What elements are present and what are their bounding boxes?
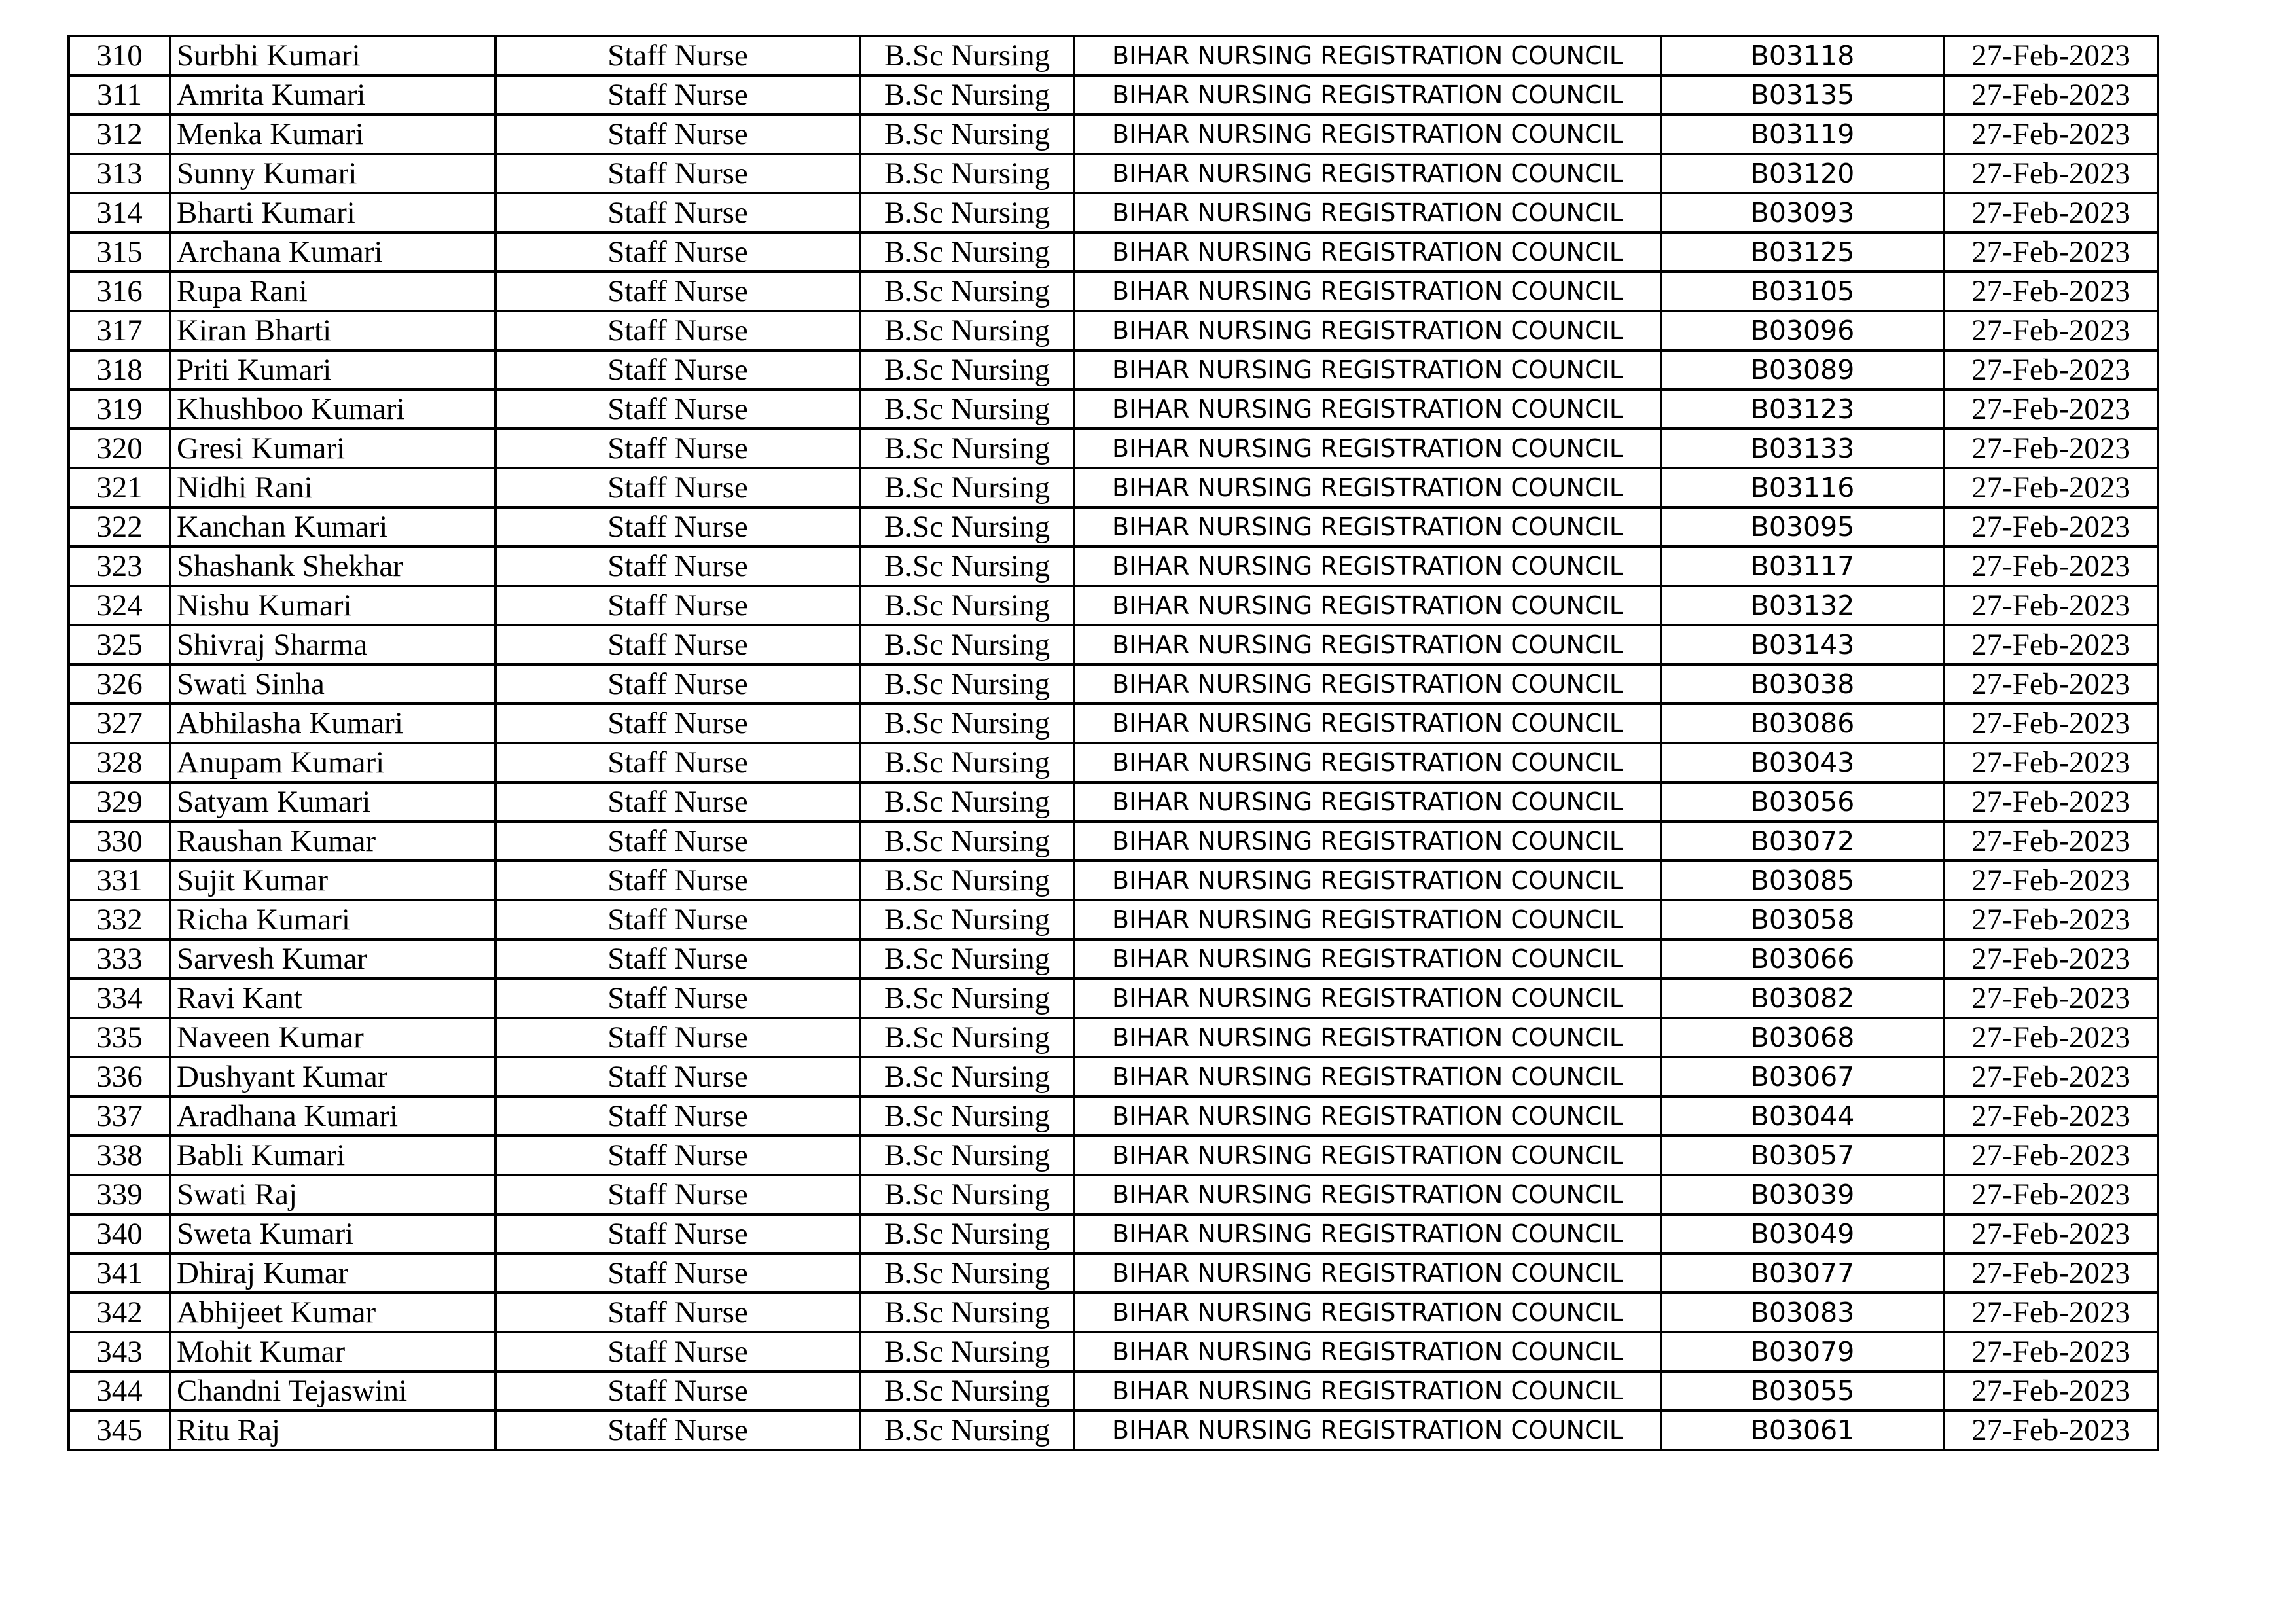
table-row: [69, 1096, 2158, 1136]
qualification-cell: B.Sc Nursing: [860, 75, 1074, 115]
post-cell: Staff Nurse: [495, 704, 860, 743]
post-cell: Staff Nurse: [495, 1411, 860, 1450]
date-cell: 27-Feb-2023: [1944, 389, 2158, 429]
registration-number-cell: B03125: [1661, 232, 1944, 272]
qualification-cell: B.Sc Nursing: [860, 821, 1074, 861]
registration-number-cell: B03058: [1661, 900, 1944, 939]
council-cell: BIHAR NURSING REGISTRATION COUNCIL: [1074, 1371, 1661, 1411]
table-row: [69, 900, 2158, 939]
council-cell: BIHAR NURSING REGISTRATION COUNCIL: [1074, 1136, 1661, 1175]
qualification-cell: B.Sc Nursing: [860, 547, 1074, 586]
table-row: [69, 1175, 2158, 1214]
post-cell: Staff Nurse: [495, 782, 860, 821]
serial-number-cell: 321: [69, 468, 170, 507]
serial-number-cell: 338: [69, 1136, 170, 1175]
qualification-cell: B.Sc Nursing: [860, 979, 1074, 1018]
council-cell: BIHAR NURSING REGISTRATION COUNCIL: [1074, 1254, 1661, 1293]
qualification-cell: B.Sc Nursing: [860, 115, 1074, 154]
serial-number-cell: 343: [69, 1332, 170, 1371]
registration-number-cell: B03135: [1661, 75, 1944, 115]
registration-number-cell: B03057: [1661, 1136, 1944, 1175]
qualification-cell: B.Sc Nursing: [860, 1254, 1074, 1293]
table-row: [69, 1254, 2158, 1293]
council-cell: BIHAR NURSING REGISTRATION COUNCIL: [1074, 350, 1661, 389]
serial-number-cell: 337: [69, 1096, 170, 1136]
registration-number-cell: B03085: [1661, 861, 1944, 900]
name-cell: Sweta Kumari: [170, 1214, 495, 1254]
post-cell: Staff Nurse: [495, 625, 860, 664]
name-cell: Chandni Tejaswini: [170, 1371, 495, 1411]
date-cell: 27-Feb-2023: [1944, 36, 2158, 75]
table-row: [69, 350, 2158, 389]
registration-number-cell: B03079: [1661, 1332, 1944, 1371]
qualification-cell: B.Sc Nursing: [860, 36, 1074, 75]
name-cell: Dushyant Kumar: [170, 1057, 495, 1096]
table-row: [69, 1371, 2158, 1411]
council-cell: BIHAR NURSING REGISTRATION COUNCIL: [1074, 389, 1661, 429]
registration-number-cell: B03086: [1661, 704, 1944, 743]
date-cell: 27-Feb-2023: [1944, 272, 2158, 311]
registration-number-cell: B03089: [1661, 350, 1944, 389]
council-cell: BIHAR NURSING REGISTRATION COUNCIL: [1074, 625, 1661, 664]
post-cell: Staff Nurse: [495, 154, 860, 193]
registration-number-cell: B03123: [1661, 389, 1944, 429]
name-cell: Surbhi Kumari: [170, 36, 495, 75]
registration-number-cell: B03043: [1661, 743, 1944, 782]
name-cell: Kiran Bharti: [170, 311, 495, 350]
date-cell: 27-Feb-2023: [1944, 75, 2158, 115]
serial-number-cell: 322: [69, 507, 170, 547]
table-row: [69, 1214, 2158, 1254]
table-row: [69, 939, 2158, 979]
qualification-cell: B.Sc Nursing: [860, 1018, 1074, 1057]
qualification-cell: B.Sc Nursing: [860, 743, 1074, 782]
post-cell: Staff Nurse: [495, 1057, 860, 1096]
post-cell: Staff Nurse: [495, 1254, 860, 1293]
council-cell: BIHAR NURSING REGISTRATION COUNCIL: [1074, 664, 1661, 704]
date-cell: 27-Feb-2023: [1944, 1018, 2158, 1057]
registration-number-cell: B03068: [1661, 1018, 1944, 1057]
serial-number-cell: 330: [69, 821, 170, 861]
table-row: [69, 36, 2158, 75]
post-cell: Staff Nurse: [495, 429, 860, 468]
serial-number-cell: 314: [69, 193, 170, 232]
qualification-cell: B.Sc Nursing: [860, 939, 1074, 979]
table-row: [69, 468, 2158, 507]
qualification-cell: B.Sc Nursing: [860, 429, 1074, 468]
post-cell: Staff Nurse: [495, 1175, 860, 1214]
date-cell: 27-Feb-2023: [1944, 1254, 2158, 1293]
council-cell: BIHAR NURSING REGISTRATION COUNCIL: [1074, 1411, 1661, 1450]
serial-number-cell: 331: [69, 861, 170, 900]
qualification-cell: B.Sc Nursing: [860, 664, 1074, 704]
registration-number-cell: B03077: [1661, 1254, 1944, 1293]
serial-number-cell: 313: [69, 154, 170, 193]
post-cell: Staff Nurse: [495, 1332, 860, 1371]
qualification-cell: B.Sc Nursing: [860, 232, 1074, 272]
qualification-cell: B.Sc Nursing: [860, 782, 1074, 821]
serial-number-cell: 344: [69, 1371, 170, 1411]
council-cell: BIHAR NURSING REGISTRATION COUNCIL: [1074, 1175, 1661, 1214]
post-cell: Staff Nurse: [495, 743, 860, 782]
post-cell: Staff Nurse: [495, 36, 860, 75]
post-cell: Staff Nurse: [495, 389, 860, 429]
registration-number-cell: B03055: [1661, 1371, 1944, 1411]
council-cell: BIHAR NURSING REGISTRATION COUNCIL: [1074, 900, 1661, 939]
table-row: [69, 1136, 2158, 1175]
name-cell: Abhilasha Kumari: [170, 704, 495, 743]
serial-number-cell: 325: [69, 625, 170, 664]
date-cell: 27-Feb-2023: [1944, 743, 2158, 782]
qualification-cell: B.Sc Nursing: [860, 1411, 1074, 1450]
date-cell: 27-Feb-2023: [1944, 1332, 2158, 1371]
council-cell: BIHAR NURSING REGISTRATION COUNCIL: [1074, 1332, 1661, 1371]
post-cell: Staff Nurse: [495, 193, 860, 232]
registration-number-cell: B03039: [1661, 1175, 1944, 1214]
date-cell: 27-Feb-2023: [1944, 1214, 2158, 1254]
serial-number-cell: 345: [69, 1411, 170, 1450]
serial-number-cell: 320: [69, 429, 170, 468]
serial-number-cell: 339: [69, 1175, 170, 1214]
name-cell: Priti Kumari: [170, 350, 495, 389]
serial-number-cell: 342: [69, 1293, 170, 1332]
registration-number-cell: B03072: [1661, 821, 1944, 861]
table-row: [69, 154, 2158, 193]
date-cell: 27-Feb-2023: [1944, 1057, 2158, 1096]
qualification-cell: B.Sc Nursing: [860, 900, 1074, 939]
council-cell: BIHAR NURSING REGISTRATION COUNCIL: [1074, 1096, 1661, 1136]
name-cell: Dhiraj Kumar: [170, 1254, 495, 1293]
council-cell: BIHAR NURSING REGISTRATION COUNCIL: [1074, 1293, 1661, 1332]
date-cell: 27-Feb-2023: [1944, 350, 2158, 389]
post-cell: Staff Nurse: [495, 115, 860, 154]
post-cell: Staff Nurse: [495, 664, 860, 704]
name-cell: Richa Kumari: [170, 900, 495, 939]
qualification-cell: B.Sc Nursing: [860, 468, 1074, 507]
registration-number-cell: B03118: [1661, 36, 1944, 75]
serial-number-cell: 312: [69, 115, 170, 154]
registration-number-cell: B03105: [1661, 272, 1944, 311]
date-cell: 27-Feb-2023: [1944, 232, 2158, 272]
name-cell: Ravi Kant: [170, 979, 495, 1018]
post-cell: Staff Nurse: [495, 1214, 860, 1254]
post-cell: Staff Nurse: [495, 821, 860, 861]
date-cell: 27-Feb-2023: [1944, 507, 2158, 547]
registration-number-cell: B03049: [1661, 1214, 1944, 1254]
name-cell: Mohit Kumar: [170, 1332, 495, 1371]
council-cell: BIHAR NURSING REGISTRATION COUNCIL: [1074, 939, 1661, 979]
qualification-cell: B.Sc Nursing: [860, 1057, 1074, 1096]
name-cell: Nidhi Rani: [170, 468, 495, 507]
post-cell: Staff Nurse: [495, 272, 860, 311]
serial-number-cell: 333: [69, 939, 170, 979]
table-row: [69, 625, 2158, 664]
registration-number-cell: B03093: [1661, 193, 1944, 232]
council-cell: BIHAR NURSING REGISTRATION COUNCIL: [1074, 193, 1661, 232]
name-cell: Sunny Kumari: [170, 154, 495, 193]
date-cell: 27-Feb-2023: [1944, 1411, 2158, 1450]
qualification-cell: B.Sc Nursing: [860, 1371, 1074, 1411]
registration-number-cell: B03117: [1661, 547, 1944, 586]
date-cell: 27-Feb-2023: [1944, 979, 2158, 1018]
post-cell: Staff Nurse: [495, 1018, 860, 1057]
date-cell: 27-Feb-2023: [1944, 468, 2158, 507]
post-cell: Staff Nurse: [495, 350, 860, 389]
post-cell: Staff Nurse: [495, 1096, 860, 1136]
name-cell: Sarvesh Kumar: [170, 939, 495, 979]
table-row: [69, 115, 2158, 154]
serial-number-cell: 318: [69, 350, 170, 389]
table-row: [69, 1411, 2158, 1450]
table-body: [69, 36, 2158, 1450]
qualification-cell: B.Sc Nursing: [860, 272, 1074, 311]
date-cell: 27-Feb-2023: [1944, 429, 2158, 468]
name-cell: Gresi Kumari: [170, 429, 495, 468]
council-cell: BIHAR NURSING REGISTRATION COUNCIL: [1074, 586, 1661, 625]
post-cell: Staff Nurse: [495, 232, 860, 272]
name-cell: Naveen Kumar: [170, 1018, 495, 1057]
qualification-cell: B.Sc Nursing: [860, 1332, 1074, 1371]
council-cell: BIHAR NURSING REGISTRATION COUNCIL: [1074, 1018, 1661, 1057]
post-cell: Staff Nurse: [495, 1371, 860, 1411]
table-row: [69, 507, 2158, 547]
council-cell: BIHAR NURSING REGISTRATION COUNCIL: [1074, 115, 1661, 154]
date-cell: 27-Feb-2023: [1944, 821, 2158, 861]
serial-number-cell: 319: [69, 389, 170, 429]
serial-number-cell: 323: [69, 547, 170, 586]
council-cell: BIHAR NURSING REGISTRATION COUNCIL: [1074, 75, 1661, 115]
qualification-cell: B.Sc Nursing: [860, 861, 1074, 900]
qualification-cell: B.Sc Nursing: [860, 311, 1074, 350]
serial-number-cell: 317: [69, 311, 170, 350]
post-cell: Staff Nurse: [495, 1293, 860, 1332]
date-cell: 27-Feb-2023: [1944, 115, 2158, 154]
serial-number-cell: 327: [69, 704, 170, 743]
name-cell: Raushan Kumar: [170, 821, 495, 861]
serial-number-cell: 336: [69, 1057, 170, 1096]
council-cell: BIHAR NURSING REGISTRATION COUNCIL: [1074, 1214, 1661, 1254]
name-cell: Aradhana Kumari: [170, 1096, 495, 1136]
serial-number-cell: 311: [69, 75, 170, 115]
name-cell: Shashank Shekhar: [170, 547, 495, 586]
serial-number-cell: 340: [69, 1214, 170, 1254]
serial-number-cell: 335: [69, 1018, 170, 1057]
name-cell: Archana Kumari: [170, 232, 495, 272]
council-cell: BIHAR NURSING REGISTRATION COUNCIL: [1074, 979, 1661, 1018]
table-row: [69, 429, 2158, 468]
name-cell: Ritu Raj: [170, 1411, 495, 1450]
council-cell: BIHAR NURSING REGISTRATION COUNCIL: [1074, 507, 1661, 547]
table-row: [69, 193, 2158, 232]
serial-number-cell: 334: [69, 979, 170, 1018]
qualification-cell: B.Sc Nursing: [860, 1096, 1074, 1136]
name-cell: Abhijeet Kumar: [170, 1293, 495, 1332]
qualification-cell: B.Sc Nursing: [860, 1214, 1074, 1254]
name-cell: Rupa Rani: [170, 272, 495, 311]
council-cell: BIHAR NURSING REGISTRATION COUNCIL: [1074, 782, 1661, 821]
table-row: [69, 743, 2158, 782]
date-cell: 27-Feb-2023: [1944, 704, 2158, 743]
council-cell: BIHAR NURSING REGISTRATION COUNCIL: [1074, 861, 1661, 900]
council-cell: BIHAR NURSING REGISTRATION COUNCIL: [1074, 468, 1661, 507]
qualification-cell: B.Sc Nursing: [860, 586, 1074, 625]
post-cell: Staff Nurse: [495, 939, 860, 979]
council-cell: BIHAR NURSING REGISTRATION COUNCIL: [1074, 311, 1661, 350]
serial-number-cell: 332: [69, 900, 170, 939]
name-cell: Satyam Kumari: [170, 782, 495, 821]
date-cell: 27-Feb-2023: [1944, 1175, 2158, 1214]
name-cell: Khushboo Kumari: [170, 389, 495, 429]
council-cell: BIHAR NURSING REGISTRATION COUNCIL: [1074, 1057, 1661, 1096]
date-cell: 27-Feb-2023: [1944, 782, 2158, 821]
qualification-cell: B.Sc Nursing: [860, 1136, 1074, 1175]
name-cell: Kanchan Kumari: [170, 507, 495, 547]
serial-number-cell: 324: [69, 586, 170, 625]
table-row: [69, 586, 2158, 625]
date-cell: 27-Feb-2023: [1944, 311, 2158, 350]
table-row: [69, 547, 2158, 586]
date-cell: 27-Feb-2023: [1944, 1371, 2158, 1411]
table-row: [69, 1293, 2158, 1332]
name-cell: Bharti Kumari: [170, 193, 495, 232]
name-cell: Amrita Kumari: [170, 75, 495, 115]
name-cell: Babli Kumari: [170, 1136, 495, 1175]
council-cell: BIHAR NURSING REGISTRATION COUNCIL: [1074, 36, 1661, 75]
date-cell: 27-Feb-2023: [1944, 861, 2158, 900]
council-cell: BIHAR NURSING REGISTRATION COUNCIL: [1074, 154, 1661, 193]
council-cell: BIHAR NURSING REGISTRATION COUNCIL: [1074, 743, 1661, 782]
registration-number-cell: B03096: [1661, 311, 1944, 350]
name-cell: Sujit Kumar: [170, 861, 495, 900]
serial-number-cell: 341: [69, 1254, 170, 1293]
date-cell: 27-Feb-2023: [1944, 1136, 2158, 1175]
council-cell: BIHAR NURSING REGISTRATION COUNCIL: [1074, 429, 1661, 468]
council-cell: BIHAR NURSING REGISTRATION COUNCIL: [1074, 704, 1661, 743]
table-row: [69, 1332, 2158, 1371]
post-cell: Staff Nurse: [495, 979, 860, 1018]
post-cell: Staff Nurse: [495, 586, 860, 625]
name-cell: Nishu Kumari: [170, 586, 495, 625]
qualification-cell: B.Sc Nursing: [860, 625, 1074, 664]
registration-number-cell: B03082: [1661, 979, 1944, 1018]
qualification-cell: B.Sc Nursing: [860, 350, 1074, 389]
table-row: [69, 861, 2158, 900]
name-cell: Swati Raj: [170, 1175, 495, 1214]
registration-number-cell: B03067: [1661, 1057, 1944, 1096]
post-cell: Staff Nurse: [495, 468, 860, 507]
date-cell: 27-Feb-2023: [1944, 586, 2158, 625]
registration-number-cell: B03116: [1661, 468, 1944, 507]
table-row: [69, 821, 2158, 861]
registration-number-cell: B03044: [1661, 1096, 1944, 1136]
date-cell: 27-Feb-2023: [1944, 625, 2158, 664]
qualification-cell: B.Sc Nursing: [860, 389, 1074, 429]
table-row: [69, 1057, 2158, 1096]
table-row: [69, 704, 2158, 743]
serial-number-cell: 328: [69, 743, 170, 782]
post-cell: Staff Nurse: [495, 900, 860, 939]
table-row: [69, 311, 2158, 350]
table-row: [69, 782, 2158, 821]
registration-number-cell: B03119: [1661, 115, 1944, 154]
date-cell: 27-Feb-2023: [1944, 547, 2158, 586]
registration-number-cell: B03061: [1661, 1411, 1944, 1450]
registration-number-cell: B03132: [1661, 586, 1944, 625]
serial-number-cell: 315: [69, 232, 170, 272]
table-row: [69, 979, 2158, 1018]
table-row: [69, 75, 2158, 115]
registration-number-cell: B03095: [1661, 507, 1944, 547]
serial-number-cell: 326: [69, 664, 170, 704]
table-row: [69, 272, 2158, 311]
serial-number-cell: 329: [69, 782, 170, 821]
date-cell: 27-Feb-2023: [1944, 664, 2158, 704]
council-cell: BIHAR NURSING REGISTRATION COUNCIL: [1074, 821, 1661, 861]
date-cell: 27-Feb-2023: [1944, 900, 2158, 939]
qualification-cell: B.Sc Nursing: [860, 1175, 1074, 1214]
date-cell: 27-Feb-2023: [1944, 1293, 2158, 1332]
qualification-cell: B.Sc Nursing: [860, 704, 1074, 743]
registration-number-cell: B03066: [1661, 939, 1944, 979]
post-cell: Staff Nurse: [495, 311, 860, 350]
registration-number-cell: B03056: [1661, 782, 1944, 821]
date-cell: 27-Feb-2023: [1944, 193, 2158, 232]
post-cell: Staff Nurse: [495, 507, 860, 547]
post-cell: Staff Nurse: [495, 75, 860, 115]
qualification-cell: B.Sc Nursing: [860, 154, 1074, 193]
table-row: [69, 1018, 2158, 1057]
post-cell: Staff Nurse: [495, 547, 860, 586]
serial-number-cell: 310: [69, 36, 170, 75]
table-row: [69, 232, 2158, 272]
registration-number-cell: B03133: [1661, 429, 1944, 468]
name-cell: Anupam Kumari: [170, 743, 495, 782]
post-cell: Staff Nurse: [495, 861, 860, 900]
table-row: [69, 664, 2158, 704]
registration-number-cell: B03038: [1661, 664, 1944, 704]
council-cell: BIHAR NURSING REGISTRATION COUNCIL: [1074, 232, 1661, 272]
name-cell: Shivraj Sharma: [170, 625, 495, 664]
qualification-cell: B.Sc Nursing: [860, 1293, 1074, 1332]
council-cell: BIHAR NURSING REGISTRATION COUNCIL: [1074, 547, 1661, 586]
table-row: [69, 389, 2158, 429]
name-cell: Menka Kumari: [170, 115, 495, 154]
date-cell: 27-Feb-2023: [1944, 939, 2158, 979]
qualification-cell: B.Sc Nursing: [860, 193, 1074, 232]
qualification-cell: B.Sc Nursing: [860, 507, 1074, 547]
serial-number-cell: 316: [69, 272, 170, 311]
registration-number-cell: B03120: [1661, 154, 1944, 193]
registration-number-cell: B03143: [1661, 625, 1944, 664]
post-cell: Staff Nurse: [495, 1136, 860, 1175]
council-cell: BIHAR NURSING REGISTRATION COUNCIL: [1074, 272, 1661, 311]
registration-number-cell: B03083: [1661, 1293, 1944, 1332]
date-cell: 27-Feb-2023: [1944, 154, 2158, 193]
name-cell: Swati Sinha: [170, 664, 495, 704]
registration-table: [67, 35, 2159, 1451]
date-cell: 27-Feb-2023: [1944, 1096, 2158, 1136]
